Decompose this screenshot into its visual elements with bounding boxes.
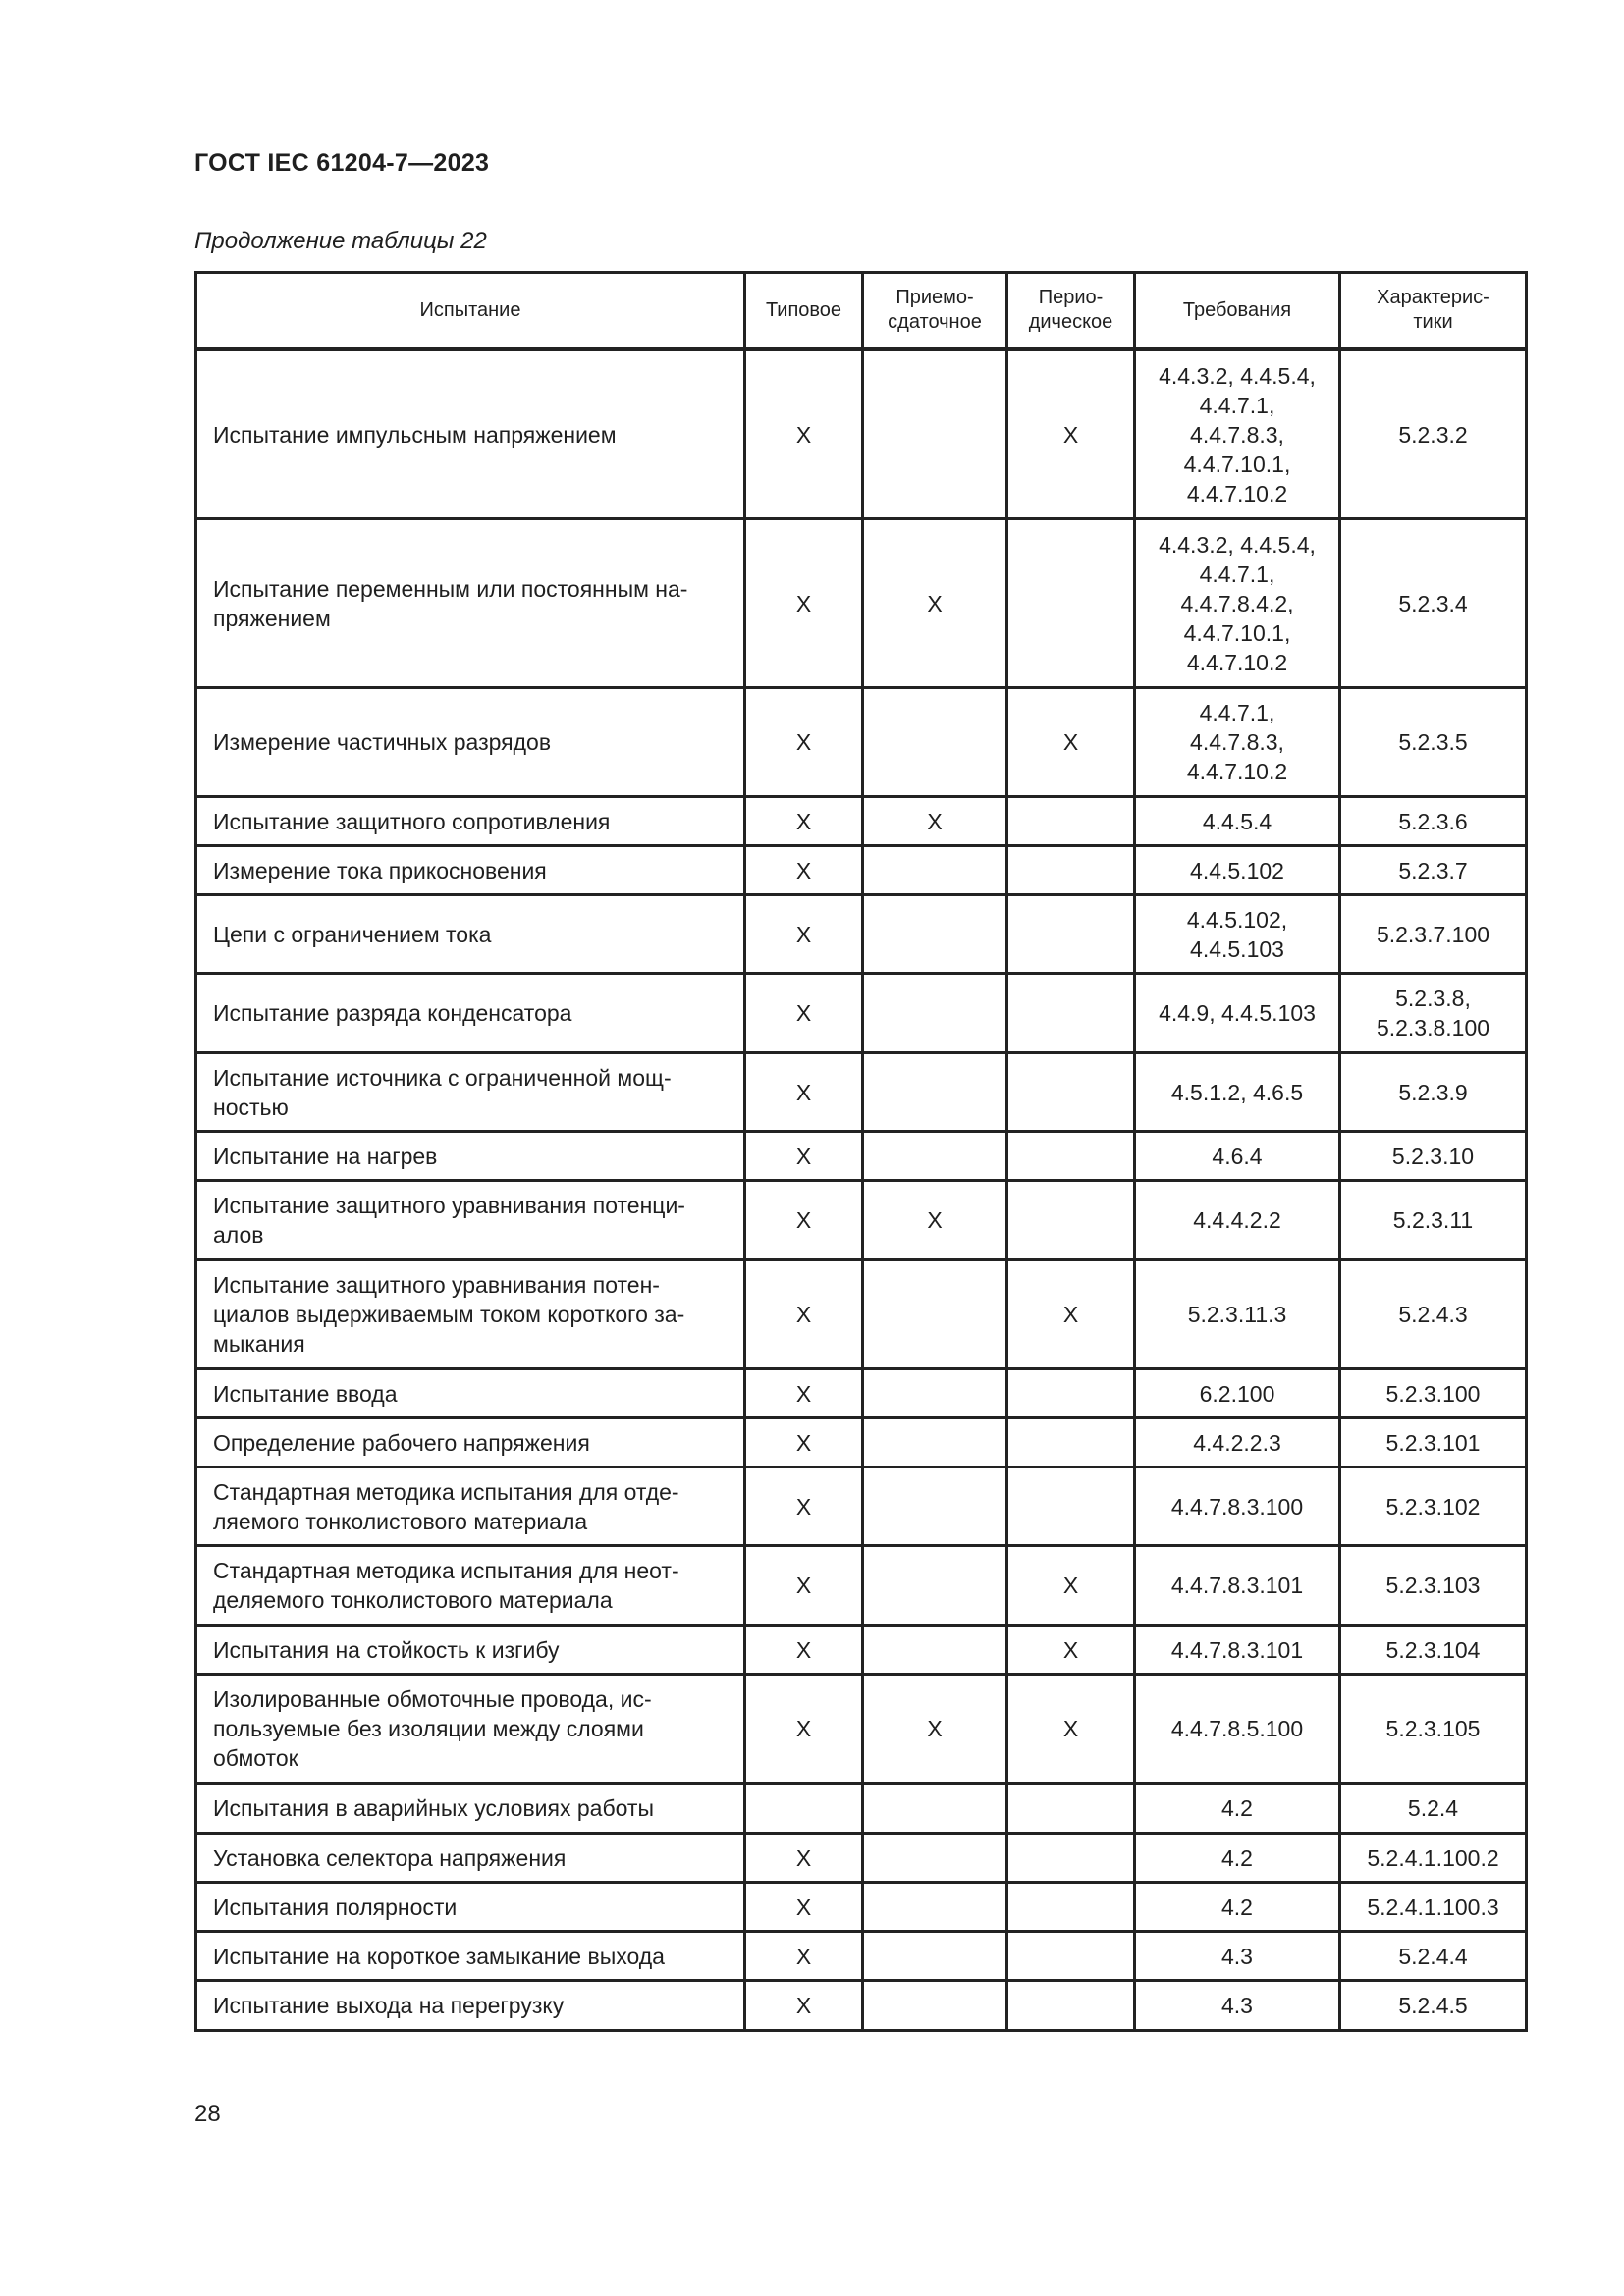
cell-acceptance — [863, 349, 1007, 519]
cell-periodic: X — [1007, 1626, 1135, 1675]
cell-type: X — [745, 1626, 863, 1675]
cell-type: X — [745, 1834, 863, 1883]
cell-acceptance — [863, 1418, 1007, 1468]
cell-test-name: Испытание на короткое замыкание выхода — [196, 1932, 745, 1981]
table-row — [196, 895, 1527, 974]
cell-requirements: 4.4.3.2, 4.4.5.4, 4.4.7.1, 4.4.7.8.4.2, 4.4.7.10.1, 4.4.7.10.2 — [1135, 519, 1340, 688]
cell-characteristics: 5.2.3.7.100 — [1340, 895, 1527, 974]
cell-characteristics: 5.2.3.102 — [1340, 1468, 1527, 1546]
cell-test-name: Измерение тока прикосновения — [196, 846, 745, 895]
table-row — [196, 1260, 1527, 1369]
table-row — [196, 1981, 1527, 2031]
cell-type: X — [745, 349, 863, 519]
cell-type: X — [745, 1132, 863, 1181]
col-header-requirements: Требования — [1135, 273, 1340, 349]
cell-type: X — [745, 1260, 863, 1369]
cell-requirements: 4.4.7.8.3.101 — [1135, 1626, 1340, 1675]
cell-acceptance — [863, 1546, 1007, 1626]
cell-test-name: Испытание на нагрев — [196, 1132, 745, 1181]
cell-requirements: 4.6.4 — [1135, 1132, 1340, 1181]
cell-test-name: Испытание разряда конденсатора — [196, 974, 745, 1053]
cell-characteristics: 5.2.3.5 — [1340, 688, 1527, 797]
cell-type: X — [745, 1053, 863, 1132]
table-row — [196, 1369, 1527, 1418]
cell-periodic — [1007, 1468, 1135, 1546]
cell-characteristics: 5.2.3.101 — [1340, 1418, 1527, 1468]
cell-test-name: Испытание импульсным напряжением — [196, 349, 745, 519]
cell-requirements: 4.3 — [1135, 1932, 1340, 1981]
cell-periodic — [1007, 1053, 1135, 1132]
cell-periodic — [1007, 1132, 1135, 1181]
cell-characteristics: 5.2.3.6 — [1340, 797, 1527, 846]
cell-requirements: 5.2.3.11.3 — [1135, 1260, 1340, 1369]
page-number: 28 — [194, 2101, 221, 2127]
cell-test-name: Установка селектора напряжения — [196, 1834, 745, 1883]
cell-periodic: X — [1007, 1675, 1135, 1784]
table-row — [196, 1932, 1527, 1981]
cell-characteristics: 5.2.3.103 — [1340, 1546, 1527, 1626]
cell-periodic — [1007, 846, 1135, 895]
cell-periodic — [1007, 1883, 1135, 1932]
cell-test-name: Испытание защитного уравнивания потенци- алов — [196, 1181, 745, 1260]
col-header-test: Испытание — [196, 273, 745, 349]
table-row — [196, 349, 1527, 519]
cell-requirements: 4.4.4.2.2 — [1135, 1181, 1340, 1260]
cell-periodic — [1007, 1932, 1135, 1981]
cell-periodic — [1007, 1418, 1135, 1468]
cell-acceptance — [863, 1626, 1007, 1675]
cell-periodic: X — [1007, 349, 1135, 519]
cell-characteristics: 5.2.3.8, 5.2.3.8.100 — [1340, 974, 1527, 1053]
document-code: ГОСТ IEC 61204-7—2023 — [194, 149, 490, 177]
cell-acceptance — [863, 1932, 1007, 1981]
cell-characteristics: 5.2.3.11 — [1340, 1181, 1527, 1260]
table-caption: Продолжение таблицы 22 — [194, 228, 487, 254]
cell-characteristics: 5.2.4.1.100.3 — [1340, 1883, 1527, 1932]
cell-requirements: 4.4.3.2, 4.4.5.4, 4.4.7.1, 4.4.7.8.3, 4.4.7.10.1, 4.4.7.10.2 — [1135, 349, 1340, 519]
cell-requirements: 4.4.7.8.5.100 — [1135, 1675, 1340, 1784]
table-row — [196, 1784, 1527, 1834]
cell-characteristics: 5.2.4.3 — [1340, 1260, 1527, 1369]
cell-test-name: Определение рабочего напряжения — [196, 1418, 745, 1468]
cell-acceptance — [863, 1834, 1007, 1883]
cell-characteristics: 5.2.4.1.100.2 — [1340, 1834, 1527, 1883]
cell-requirements: 4.5.1.2, 4.6.5 — [1135, 1053, 1340, 1132]
cell-requirements: 4.2 — [1135, 1834, 1340, 1883]
cell-periodic: X — [1007, 688, 1135, 797]
table-row — [196, 974, 1527, 1053]
cell-test-name: Стандартная методика испытания для неот- деляемого тонколистового материала — [196, 1546, 745, 1626]
cell-characteristics: 5.2.4.5 — [1340, 1981, 1527, 2031]
cell-requirements: 6.2.100 — [1135, 1369, 1340, 1418]
cell-type: X — [745, 1546, 863, 1626]
cell-test-name: Испытание выхода на перегрузку — [196, 1981, 745, 2031]
cell-characteristics: 5.2.3.104 — [1340, 1626, 1527, 1675]
cell-acceptance: X — [863, 519, 1007, 688]
cell-characteristics: 5.2.3.100 — [1340, 1369, 1527, 1418]
col-header-periodic: Перио- дическое — [1007, 273, 1135, 349]
cell-characteristics: 5.2.3.10 — [1340, 1132, 1527, 1181]
cell-type: X — [745, 1675, 863, 1784]
cell-type: X — [745, 797, 863, 846]
table-row — [196, 1626, 1527, 1675]
table-row — [196, 1181, 1527, 1260]
cell-requirements: 4.4.2.2.3 — [1135, 1418, 1340, 1468]
cell-acceptance — [863, 688, 1007, 797]
table-row — [196, 846, 1527, 895]
cell-type: X — [745, 846, 863, 895]
table-row — [196, 519, 1527, 688]
cell-test-name: Испытания полярности — [196, 1883, 745, 1932]
cell-acceptance — [863, 1260, 1007, 1369]
cell-acceptance — [863, 1468, 1007, 1546]
cell-periodic — [1007, 895, 1135, 974]
cell-requirements: 4.4.7.8.3.101 — [1135, 1546, 1340, 1626]
cell-requirements: 4.3 — [1135, 1981, 1340, 2031]
cell-acceptance — [863, 1883, 1007, 1932]
cell-type: X — [745, 895, 863, 974]
cell-test-name: Испытание ввода — [196, 1369, 745, 1418]
table-row — [196, 1468, 1527, 1546]
cell-periodic — [1007, 1369, 1135, 1418]
cell-test-name: Испытание источника с ограниченной мощ- ностью — [196, 1053, 745, 1132]
cell-acceptance — [863, 1784, 1007, 1834]
table-row — [196, 1053, 1527, 1132]
col-header-type: Типовое — [745, 273, 863, 349]
cell-periodic — [1007, 1834, 1135, 1883]
cell-periodic — [1007, 519, 1135, 688]
tests-table — [194, 271, 1528, 2032]
cell-characteristics: 5.2.3.7 — [1340, 846, 1527, 895]
cell-periodic: X — [1007, 1546, 1135, 1626]
table-row — [196, 1675, 1527, 1784]
cell-periodic — [1007, 1181, 1135, 1260]
cell-test-name: Испытание переменным или постоянным на- пряжением — [196, 519, 745, 688]
cell-test-name: Испытание защитного сопротивления — [196, 797, 745, 846]
cell-requirements: 4.4.9, 4.4.5.103 — [1135, 974, 1340, 1053]
table-row — [196, 797, 1527, 846]
cell-characteristics: 5.2.3.2 — [1340, 349, 1527, 519]
cell-periodic — [1007, 1981, 1135, 2031]
cell-type: X — [745, 1181, 863, 1260]
cell-test-name: Испытания на стойкость к изгибу — [196, 1626, 745, 1675]
cell-acceptance — [863, 1369, 1007, 1418]
table-row — [196, 1418, 1527, 1468]
cell-acceptance — [863, 1981, 1007, 2031]
table-header-row — [196, 273, 1527, 349]
table-row — [196, 1546, 1527, 1626]
cell-characteristics: 5.2.3.105 — [1340, 1675, 1527, 1784]
cell-requirements: 4.2 — [1135, 1784, 1340, 1834]
cell-type: X — [745, 1468, 863, 1546]
cell-acceptance: X — [863, 1181, 1007, 1260]
table-row — [196, 1883, 1527, 1932]
cell-type — [745, 1784, 863, 1834]
cell-acceptance — [863, 1053, 1007, 1132]
cell-acceptance: X — [863, 797, 1007, 846]
cell-periodic — [1007, 974, 1135, 1053]
cell-test-name: Изолированные обмоточные провода, ис- пользуемые без изоляции между слоями обмоток — [196, 1675, 745, 1784]
cell-test-name: Испытание защитного уравнивания потен- циалов выдерживаемым током короткого за- мыкания — [196, 1260, 745, 1369]
col-header-characteristics: Характерис- тики — [1340, 273, 1527, 349]
cell-acceptance — [863, 895, 1007, 974]
cell-characteristics: 5.2.4.4 — [1340, 1932, 1527, 1981]
cell-test-name: Измерение частичных разрядов — [196, 688, 745, 797]
cell-requirements: 4.2 — [1135, 1883, 1340, 1932]
cell-type: X — [745, 1418, 863, 1468]
cell-type: X — [745, 519, 863, 688]
cell-requirements: 4.4.7.8.3.100 — [1135, 1468, 1340, 1546]
cell-type: X — [745, 974, 863, 1053]
cell-periodic: X — [1007, 1260, 1135, 1369]
cell-test-name: Стандартная методика испытания для отде- ляемого тонколистового материала — [196, 1468, 745, 1546]
cell-test-name: Испытания в аварийных условиях работы — [196, 1784, 745, 1834]
cell-periodic — [1007, 1784, 1135, 1834]
cell-type: X — [745, 1883, 863, 1932]
cell-requirements: 4.4.7.1, 4.4.7.8.3, 4.4.7.10.2 — [1135, 688, 1340, 797]
cell-requirements: 4.4.5.102 — [1135, 846, 1340, 895]
cell-characteristics: 5.2.3.4 — [1340, 519, 1527, 688]
cell-type: X — [745, 1981, 863, 2031]
cell-requirements: 4.4.5.102, 4.4.5.103 — [1135, 895, 1340, 974]
table-row — [196, 1834, 1527, 1883]
cell-test-name: Цепи с ограничением тока — [196, 895, 745, 974]
cell-type: X — [745, 1932, 863, 1981]
cell-type: X — [745, 688, 863, 797]
table-row — [196, 688, 1527, 797]
cell-type: X — [745, 1369, 863, 1418]
cell-requirements: 4.4.5.4 — [1135, 797, 1340, 846]
cell-acceptance — [863, 846, 1007, 895]
cell-acceptance — [863, 1132, 1007, 1181]
table-row — [196, 1132, 1527, 1181]
cell-periodic — [1007, 797, 1135, 846]
cell-acceptance: X — [863, 1675, 1007, 1784]
cell-characteristics: 5.2.4 — [1340, 1784, 1527, 1834]
cell-acceptance — [863, 974, 1007, 1053]
col-header-acceptance: Приемо- сдаточное — [863, 273, 1007, 349]
cell-characteristics: 5.2.3.9 — [1340, 1053, 1527, 1132]
